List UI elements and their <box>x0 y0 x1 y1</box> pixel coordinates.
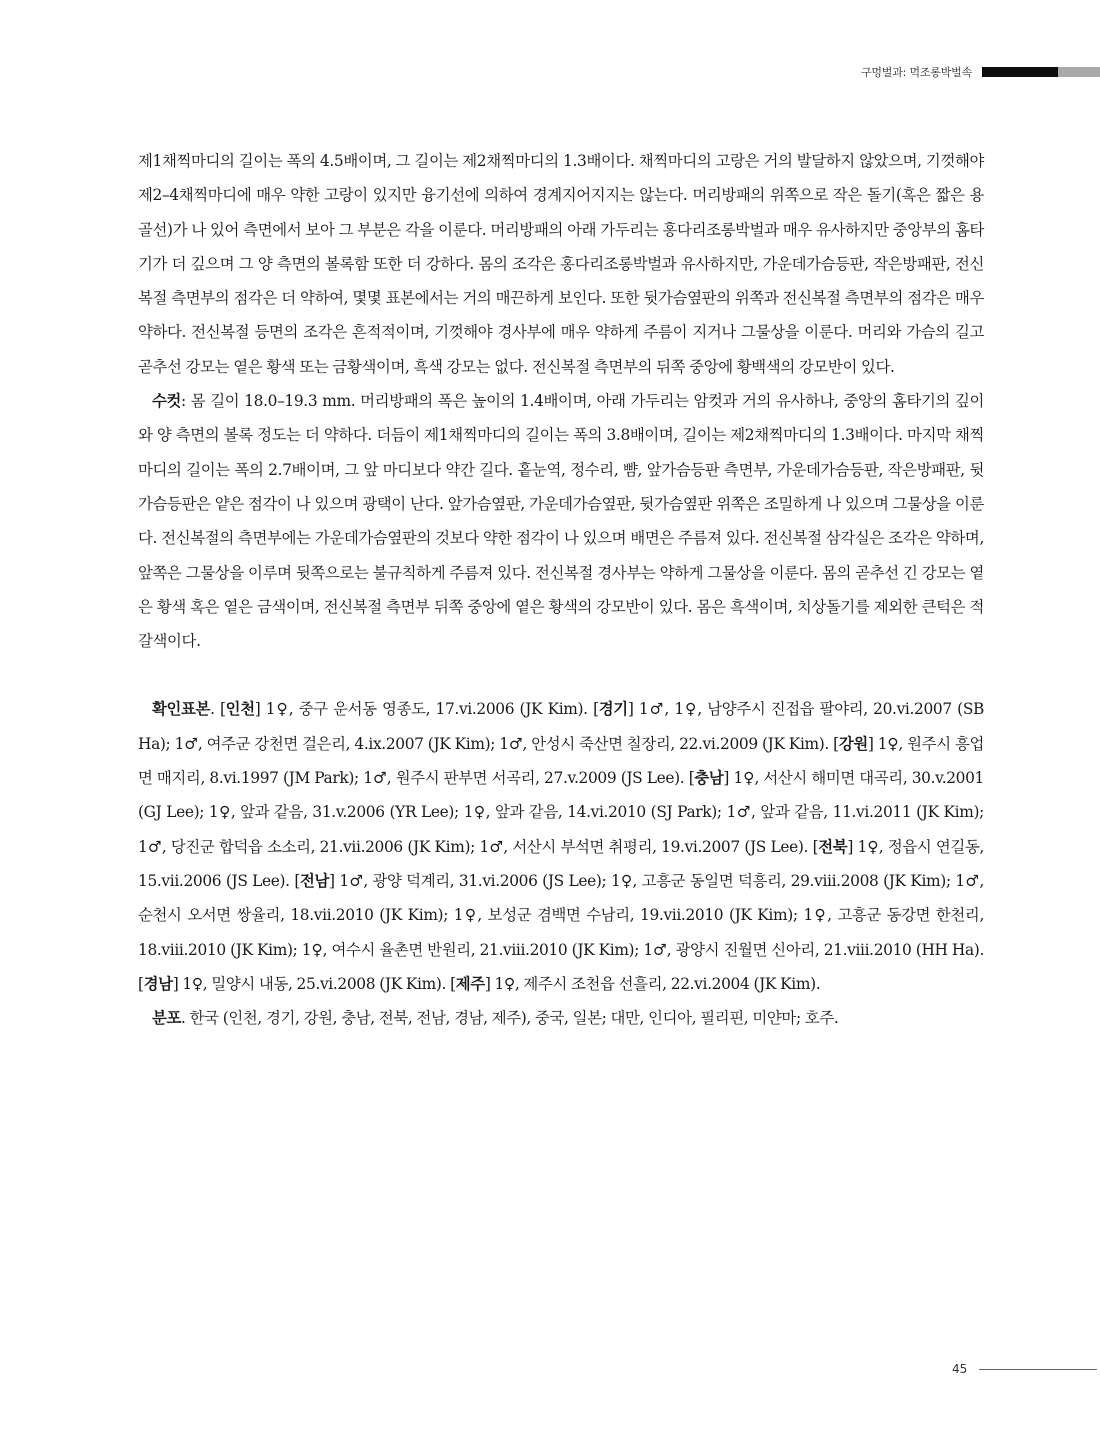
male-description-text: : 몸 길이 18.0–19.3 mm. 머리방패의 폭은 높이의 1.4배이며, 아래 가두리는 암컷과 거의 유사하나, 중앙의 홈타기의 깊이와 양 측면의 볼록 정도는 더 약하다. 더듬이 제1채찍마디의 길이는 폭의 3.8배이며, 길이는 제2채찍마디의 1.3배이다. 마지막 채찍마디의 길이는 폭의 2.7배이며, 그 앞 마디보다 약간 길다. 홑눈역, 정수리, 뺨, 앞가슴등판 측면부, 가운데가슴등판, 작은방패판, 뒷가슴등판은 얕은 점각이 나 있으며 광택이 난다. 앞가슴옆판, 가운데가슴옆판, 뒷가슴옆판 위쪽은 조밀하게 나 있으며 그물상을 이룬다. 전신복절의 측면부에는 가운데가슴옆판의 것보다 약한 점각이 나 있으며 배면은 주름져 있다. 전신복절 삼각실은 조각은 약하며, 앞쪽은 그물상을 이루며 뒷쪽으로는 불규칙하게 주름져 있다. 전신복절 경사부는 약하게 그물상을 이룬다. 몸의 곧추선 긴 강모는 옅은 황색 혹은 옅은 금색이며, 전신복절 측면부 뒤쪽 중앙에 옅은 황색의 강모반이 있다. 몸은 흑색이며, 치상돌기를 제외한 큰턱은 적갈색이다. <box>138 392 984 651</box>
section-gap <box>138 658 984 692</box>
region-name: 경기 <box>598 700 628 719</box>
region-name: 충남 <box>694 769 724 788</box>
specimen-record-text: ] 1♀, 제주시 조천읍 선흘리, 22.vi.2004 (JK Kim). <box>484 974 821 993</box>
region-name: 인천 <box>225 700 255 719</box>
header-bar-dark <box>982 67 1058 77</box>
specimen-record-text: ] 1♀, 정읍시 연길동, 15.vii.2006 (JS Lee). [ <box>138 837 984 890</box>
specimen-record-text: ] 1♀, 밀양시 내동, 25.vi.2008 (JK Kim). [ <box>172 974 456 993</box>
specimen-record-text: ] 1♀, 중구 운서동 영종도, 17.vi.2006 (JK Kim). [ <box>254 700 599 719</box>
specimens-text <box>138 700 984 992</box>
specimen-record-text: ] 1♂, 1♀, 남양주시 진접읍 팔야리, 20.vi.2007 (SB Ha); 1♂, 여주군 강천면 걸은리, 4.ix.2007 (JK Kim); 1♂, 안성시 죽산면 칠장리, 22.vi.2009 (JK Kim). [ <box>138 700 984 753</box>
region-name: 경남 <box>143 974 173 993</box>
distribution-label: 분포 <box>152 1009 182 1028</box>
header-bar-gray <box>1058 67 1100 77</box>
distribution-text: . 한국 (인천, 경기, 강원, 충남, 전북, 전남, 경남, 제주), 중국, 일본; 대만, 인디아, 필리핀, 미얀마; 호주. <box>181 1009 839 1028</box>
specimen-record-text: ] 1♀, 원주시 흥업면 매지리, 8.vi.1997 (JM Park); 1♂, 원주시 판부면 서곡리, 27.v.2009 (JS Lee). [ <box>138 734 984 788</box>
male-description-paragraph <box>138 384 984 658</box>
region-name: 전북 <box>818 837 848 856</box>
region-name: 전남 <box>300 871 330 890</box>
region-name: 강원 <box>838 734 868 753</box>
running-title: 구멍벌과: 먹조롱박벌속 <box>860 66 972 79</box>
specimens-label: 확인표본 <box>152 700 211 719</box>
description-paragraph: 제1채찍마디의 길이는 폭의 4.5배이며, 그 길이는 제2채찍마디의 1.3배이다. 채찍마디의 고랑은 거의 발달하지 않았으며, 기껏해야 제2–4채찍마디에 매우 약한 고랑이 있지만 융기선에 의하여 경계지어지지는 않는다. 머리방패의 위쪽으로 작은 돌기(혹은 짧은 용골선)가 나 있어 측면에서 보아 그 부분은 각을 이룬다. 머리방패의 아래 가두리는 홍다리조롱박벌과 매우 유사하지만 중앙부의 홈타기가 더 깊으며 그 양 측면의 볼록함 또한 더 강하다. 몸의 조각은 홍다리조롱박벌과 유사하지만, 가운데가슴등판, 작은방패판, 전신복절 측면부의 점각은 더 약하여, 몇몇 표본에서는 거의 매끈하게 보인다. 또한 뒷가슴옆판의 위쪽과 전신복절 측면부의 점각은 매우 약하다. 전신복절 등면의 조각은 흔적적이며, 기껏해야 경사부에 매우 약하게 주름이 지거나 그물상을 이룬다. 머리와 가슴의 길고 곧추선 강모는 옅은 황색 또는 금황색이며, 흑색 강모는 없다. 전신복절 측면부의 뒤쪽 중앙에 황백색의 강모반이 있다. <box>138 152 984 376</box>
male-label: 수컷 <box>152 392 182 411</box>
specimen-record-text: ] 1♀, 서산시 해미면 대곡리, 30.v.2001 (GJ Lee); 1♀, 앞과 같음, 31.v.2006 (YR Lee); 1♀, 앞과 같음, 14.vi.2010 (SJ Park); 1♂, 앞과 같음, 11.vi.2011 (JK Kim); 1♂, 당진군 합덕읍 소소리, 21.vii.2006 (JK Kim); 1♂, 서산시 부석면 취평리, 19.vi.2007 (JS Lee). [ <box>138 769 984 856</box>
specimen-record-text: ] 1♂, 광양 덕계리, 31.vi.2006 (JS Lee); 1♀, 고흥군 동일면 덕흥리, 29.viii.2008 (JK Kim); 1♂, 순천시 오서면 쌍율리, 18.vii.2010 (JK Kim); 1♀, 보성군 겸백면 수남리, 19.vii.2010 (JK Kim); 1♀, 고흥군 동강면 한천리, 18.viii.2010 (JK Kim); 1♀, 여수시 율촌면 반원리, 21.viii.2010 (JK Kim); 1♂, 광양시 진월면 신아리, 21.viii.2010 (HH Ha). [ <box>138 871 984 993</box>
specimen-record-text: . [ <box>210 700 226 719</box>
running-header <box>861 62 1100 82</box>
specimens-paragraph <box>138 692 984 1001</box>
main-content <box>138 144 984 1035</box>
region-name: 제주 <box>455 974 485 993</box>
distribution-paragraph <box>138 1001 984 1035</box>
footer-rule <box>979 1369 1097 1370</box>
page-footer <box>952 1360 1097 1378</box>
page-number: 45 <box>952 1362 968 1376</box>
